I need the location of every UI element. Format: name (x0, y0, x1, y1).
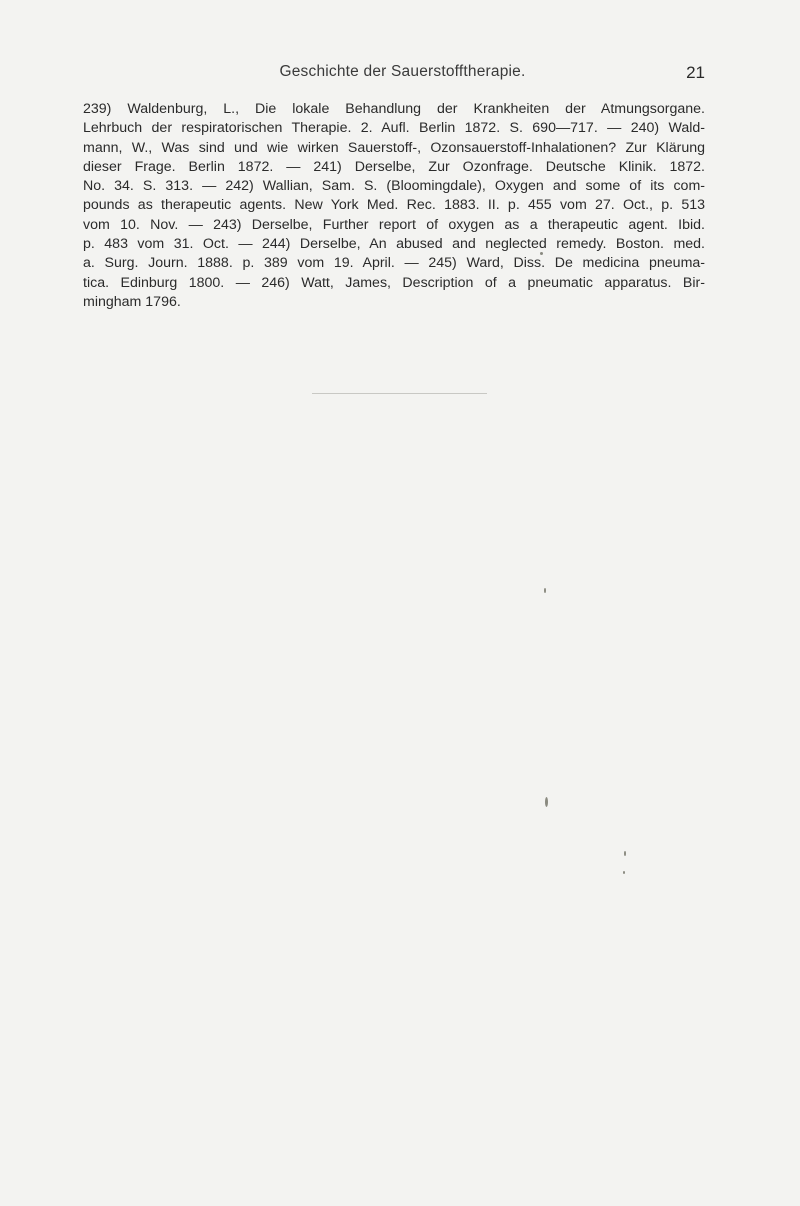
running-title: Geschichte der Sauerstofftherapie. (279, 63, 526, 80)
text-line: pounds as therapeutic agents. New York Med. Rec. 1883. II. p. 455 vom 27. Oct., p. 513 (83, 197, 705, 214)
text-line: mann, W., Was sind und wie wirken Sauerstoff-, Ozonsauerstoff-Inhalationen? Zur Klärung (83, 139, 705, 156)
paper-speck (540, 252, 543, 255)
text-line: tica. Edinburg 1800. — 246) Watt, James, Description of a pneumatic apparatus. Bir- (83, 274, 705, 291)
section-divider (312, 393, 487, 394)
text-line: a. Surg. Journ. 1888. p. 389 vom 19. April. — 245) Ward, Diss. De medicina pneuma- (83, 255, 705, 272)
page-number: 21 (686, 63, 705, 82)
paper-speck (545, 797, 548, 807)
bibliography-block (83, 100, 705, 312)
text-line: 239) Waldenburg, L., Die lokale Behandlung der Krankheiten der Atmungsorgane. (83, 101, 705, 117)
text-line: Lehrbuch der respiratorischen Therapie. 2. Aufl. Berlin 1872. S. 690—717. — 240) Wald- (83, 120, 705, 137)
paper-speck (623, 871, 625, 874)
text-line: mingham 1796. (83, 293, 181, 310)
text-line: No. 34. S. 313. — 242) Wallian, Sam. S. (Bloomingdale), Oxygen and some of its com- (83, 178, 705, 195)
text-line: dieser Frage. Berlin 1872. — 241) Derselbe, Zur Ozonfrage. Deutsche Klinik. 1872. (83, 158, 705, 175)
text-line: p. 483 vom 31. Oct. — 244) Derselbe, An abused and neglected remedy. Boston. med. (83, 236, 705, 253)
paper-speck (544, 588, 546, 593)
text-line: vom 10. Nov. — 243) Derselbe, Further report of oxygen as a therapeutic agent. Ibid. (83, 216, 705, 233)
paper-speck (624, 851, 626, 856)
page-header (100, 63, 705, 85)
